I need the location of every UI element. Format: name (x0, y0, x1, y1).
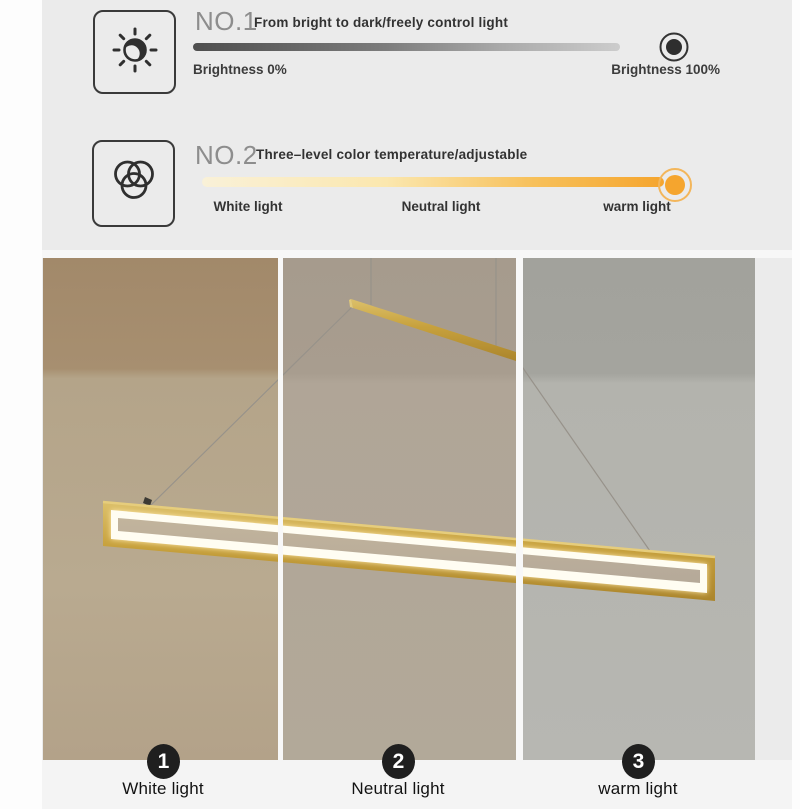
panel-divider (516, 258, 523, 760)
gallery-top-band (42, 250, 792, 258)
photo-panel-neutral-light (283, 258, 516, 760)
warm-light-dot-icon (658, 168, 692, 202)
photo-panel-white-light (43, 258, 278, 760)
panel2-number-badge: 2 (382, 744, 415, 779)
panel3-number-badge: 3 (622, 744, 655, 779)
temp-label-white: White light (213, 199, 283, 214)
panel1-label: White light (122, 779, 204, 798)
brightness-feature-box (93, 10, 176, 94)
color-temp-gradient-bar (202, 177, 664, 187)
panel1-number-badge: 1 (147, 744, 180, 779)
color-mix-icon (108, 157, 160, 210)
feature2-number: NO.2 (195, 140, 258, 170)
photo-panel-warm-light (523, 258, 755, 760)
color-temp-feature-box (92, 140, 175, 227)
brightness-gradient-bar (193, 43, 620, 51)
panel-divider (278, 258, 283, 760)
temp-label-warm: warm light (603, 199, 671, 214)
brightness-0-label: Brightness 0% (193, 62, 287, 77)
brightness-100-label: Brightness 100% (611, 62, 720, 77)
panel3-label: warm light (598, 779, 678, 798)
feature2-title: Three–level color temperature/adjustable (256, 147, 528, 162)
feature1-title: From bright to dark/freely control light (254, 15, 509, 30)
brightness-icon (111, 26, 159, 79)
feature1-number: NO.1 (195, 6, 258, 36)
temp-label-neutral: Neutral light (401, 199, 481, 214)
panel2-label: Neutral light (351, 779, 445, 798)
